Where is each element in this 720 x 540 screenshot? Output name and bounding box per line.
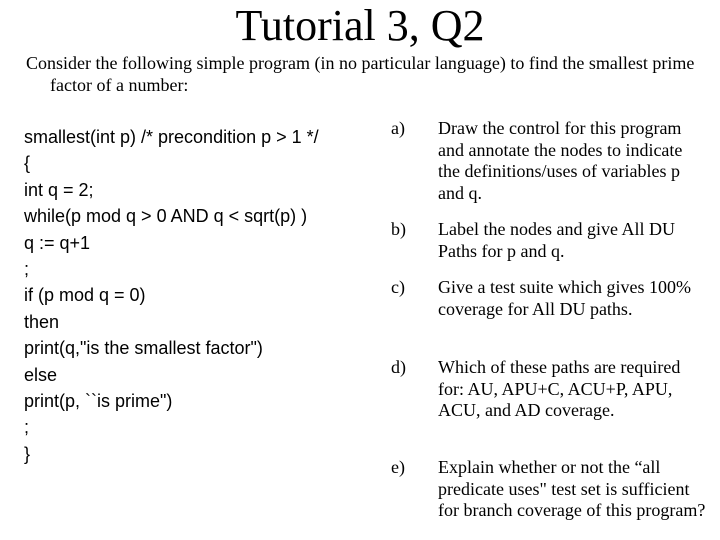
question-e-letter: e): [391, 457, 405, 477]
question-e-text: Explain whether or not the “all predicate uses" test set is sufficient for branch coverage of this program?: [438, 457, 706, 520]
question-d-text: Which of these paths are required for: AU, APU+C, ACU+P, APU, ACU, and AD coverage.: [438, 357, 681, 420]
code-line: {: [24, 153, 31, 174]
code-line: then: [24, 311, 60, 332]
code-line: smallest(int p) /* precondition p > 1 */: [24, 127, 319, 147]
question-b-letter: b): [391, 219, 406, 239]
code-line: ;: [24, 258, 30, 279]
code-block: [24, 124, 374, 467]
question-d-letter: d): [391, 357, 406, 377]
question-b-text: Label the nodes and give All DU Paths for p and q.: [438, 219, 675, 261]
question-c-letter: c): [391, 277, 405, 297]
intro-text: Consider the following simple program (in no particular language) to find the smallest prime factor of a number:: [26, 53, 695, 95]
code-line: }: [24, 443, 31, 464]
slide-title: Tutorial 3, Q2: [235, 1, 485, 50]
question-a-text: Draw the control for this program and annotate the nodes to indicate the definitions/uses of variables p and q.: [438, 118, 683, 203]
code-line: print(q,"is the smallest factor"): [24, 338, 263, 359]
code-line: int q = 2;: [24, 179, 94, 200]
code-line: ;: [24, 417, 30, 438]
question-a-letter: a): [391, 118, 405, 138]
code-line: else: [24, 364, 58, 385]
question-c-text: Give a test suite which gives 100% coverage for All DU paths.: [438, 277, 691, 319]
code-line: while(p mod q > 0 AND q < sqrt(p) ): [24, 206, 308, 227]
code-line: print(p, ``is prime"): [24, 390, 173, 411]
code-line: if (p mod q = 0): [24, 285, 146, 306]
code-line: q := q+1: [24, 232, 91, 253]
